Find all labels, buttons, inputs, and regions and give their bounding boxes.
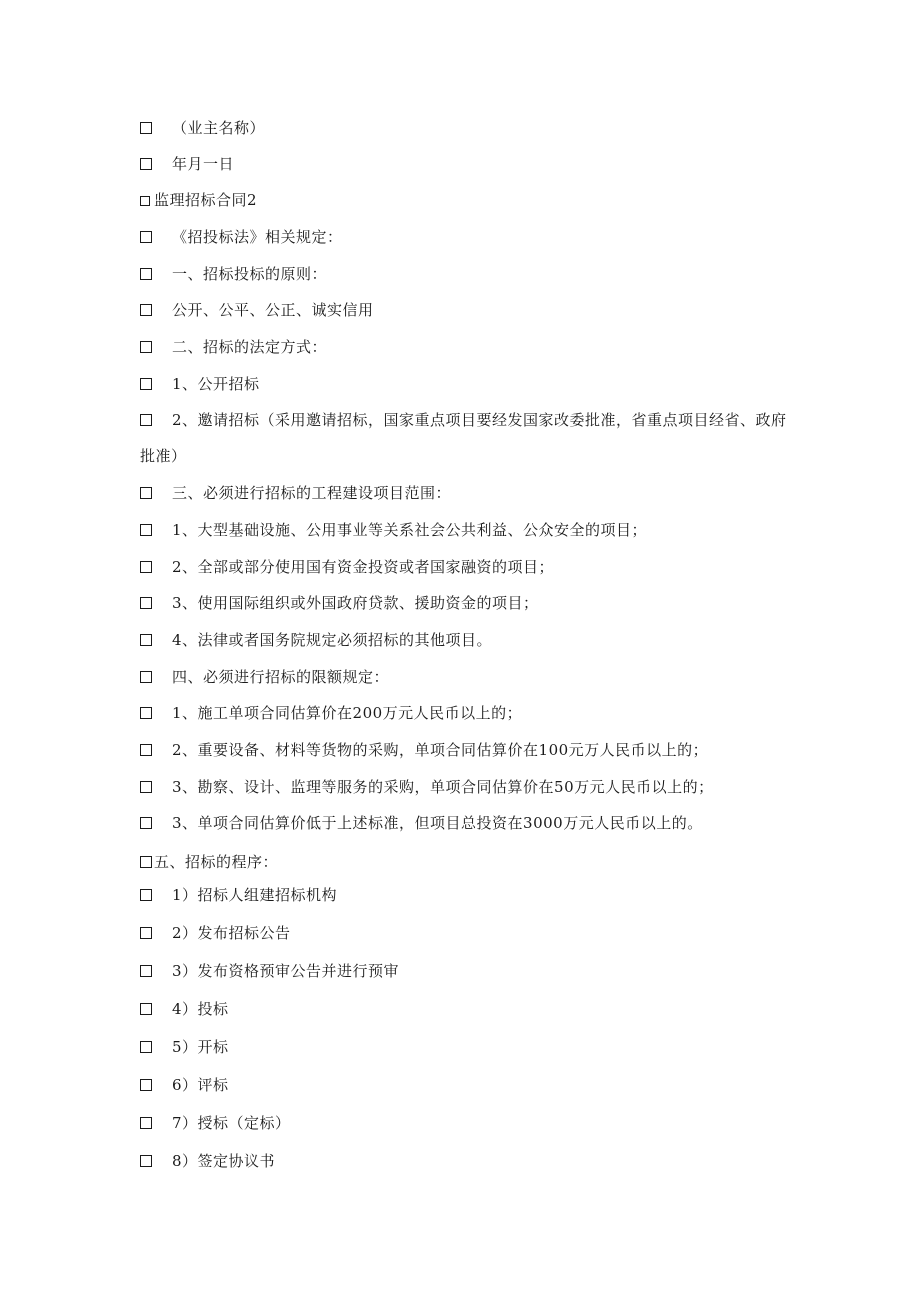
doc-line [140, 337, 800, 357]
line-text: 公开、公平、公正、诚实信用 [172, 301, 374, 319]
checkbox-icon [140, 378, 152, 390]
doc-line [140, 923, 800, 943]
doc-line [140, 300, 800, 320]
doc-line [140, 961, 800, 981]
checkbox-icon [140, 671, 152, 683]
doc-line [140, 1037, 800, 1057]
checkbox-icon [140, 927, 152, 939]
doc-line [140, 483, 800, 503]
checkbox-icon [140, 1003, 152, 1015]
doc-line [140, 999, 800, 1019]
doc-line [140, 227, 800, 247]
doc-line [140, 813, 800, 833]
checkbox-icon [140, 1117, 152, 1129]
doc-line [140, 1151, 800, 1171]
doc-line [140, 190, 800, 210]
line-text: 一、招标投标的原则： [172, 265, 328, 283]
checkbox-icon [140, 231, 152, 243]
doc-line [140, 1113, 800, 1133]
doc-line [140, 777, 800, 797]
checkbox-icon [140, 781, 152, 793]
checkbox-icon [140, 304, 152, 316]
doc-line [140, 520, 800, 540]
checkbox-icon [140, 268, 152, 280]
checkbox-icon [140, 414, 152, 426]
checkbox-icon [140, 965, 152, 977]
line-text: 1、施工单项合同估算价在200万元人民币以上的； [172, 704, 523, 722]
line-text: 3、勘察、设计、监理等服务的采购，单项合同估算价在50万元人民币以上的； [172, 778, 714, 796]
checkbox-icon [140, 196, 150, 206]
line-text: 2、重要设备、材料等货物的采购，单项合同估算价在100元万人民币以上的； [172, 741, 709, 759]
doc-line [140, 740, 800, 760]
checkbox-icon [140, 856, 152, 868]
checkbox-icon [140, 1041, 152, 1053]
doc-line [140, 264, 800, 284]
checkbox-icon [140, 707, 152, 719]
checkbox-icon [140, 524, 152, 536]
doc-line [140, 667, 800, 687]
doc-line [140, 885, 800, 905]
line-text: 5）开标 [172, 1038, 229, 1056]
doc-line [140, 1075, 800, 1095]
line-text: 3、单项合同估算价低于上述标准，但项目总投资在3000万元人民币以上的。 [172, 814, 703, 832]
checkbox-icon [140, 158, 152, 170]
checkbox-icon [140, 1079, 152, 1091]
doc-line [140, 154, 800, 174]
doc-line [140, 374, 800, 394]
line-text: （业主名称） [172, 119, 266, 137]
doc-line [140, 630, 800, 650]
line-text: 1）招标人组建招标机构 [172, 886, 338, 904]
doc-line [140, 118, 800, 138]
line-text: 1、公开招标 [172, 375, 260, 393]
line-text: 《招投标法》相关规定： [172, 228, 343, 246]
line-text: 三、必须进行招标的工程建设项目范围： [172, 484, 452, 502]
line-text: 2）发布招标公告 [172, 924, 291, 942]
line-text: 4）投标 [172, 1000, 229, 1018]
line-text: 监理招标合同2 [154, 191, 258, 209]
line-text: 1、大型基础设施、公用事业等关系社会公共利益、公众安全的项目； [172, 521, 648, 539]
checkbox-icon [140, 561, 152, 573]
checkbox-icon [140, 817, 152, 829]
doc-line [140, 593, 800, 613]
checkbox-icon [140, 597, 152, 609]
line-text: 二、招标的法定方式： [172, 338, 328, 356]
line-text: 6）评标 [172, 1076, 229, 1094]
checkbox-icon [140, 1155, 152, 1167]
checkbox-icon [140, 341, 152, 353]
checkbox-icon [140, 744, 152, 756]
doc-line [140, 852, 800, 872]
line-text: 四、必须进行招标的限额规定： [172, 668, 390, 686]
checkbox-icon [140, 487, 152, 499]
line-text: 五、招标的程序： [154, 853, 279, 871]
checkbox-icon [140, 889, 152, 901]
line-text: 年月一日 [172, 155, 235, 173]
line-text: 4、法律或者国务院规定必须招标的其他项目。 [172, 631, 493, 649]
doc-line-wrapped [140, 402, 800, 474]
line-text: 7）授标（定标） [172, 1114, 291, 1132]
doc-line [140, 557, 800, 577]
line-text: 2、邀请招标（采用邀请招标，国家重点项目要经发国家改委批准，省重点项目经省、政府批准） [140, 411, 787, 465]
line-text: 8）签定协议书 [172, 1152, 276, 1170]
doc-line [140, 703, 800, 723]
checkbox-icon [140, 634, 152, 646]
line-text: 2、全部或部分使用国有资金投资或者国家融资的项目； [172, 558, 555, 576]
line-text: 3、使用国际组织或外国政府贷款、援助资金的项目； [172, 594, 539, 612]
line-text: 3）发布资格预审公告并进行预审 [172, 962, 400, 980]
checkbox-icon [140, 122, 152, 134]
